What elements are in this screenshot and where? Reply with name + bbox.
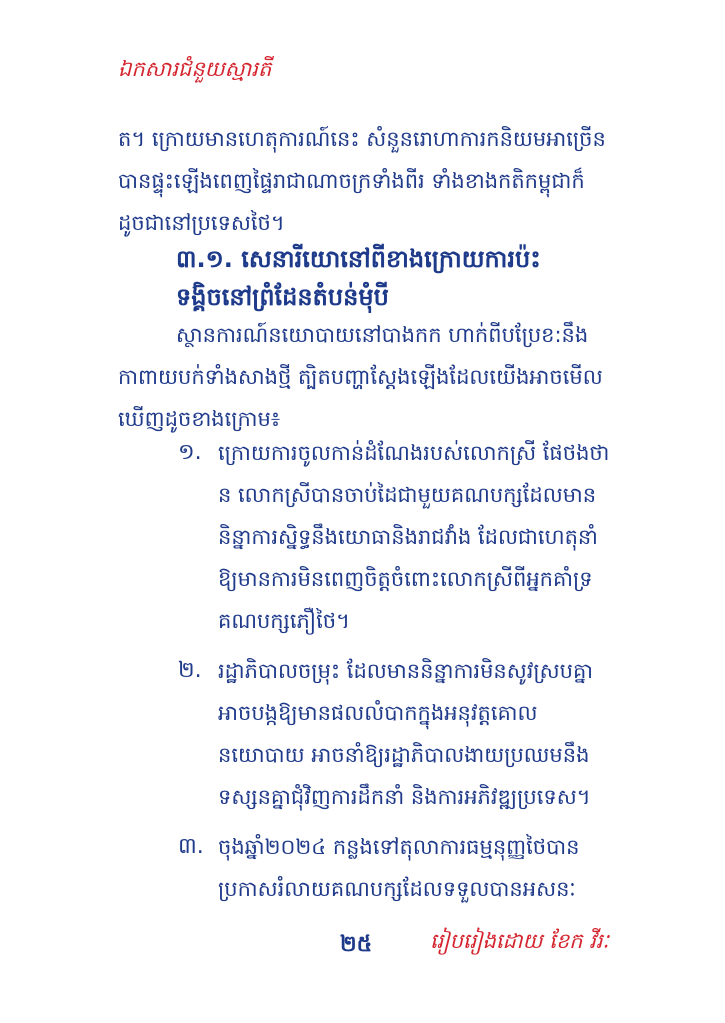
list-item-number: ១.	[178, 440, 202, 465]
list-item-text: ក្រោយការចូលកាន់ដំណែងរបស់លោកស្រី ផែថងថា ន លោកស្រីបានចាប់ដៃជាមួយគណបក្សដែលមាន និន្នាការស្និទ្ធនឹងយោធានិងរាជវាំង ដែលជាហេតុនាំ ឱ្យមានការមិនពេញចិត្តចំពោះលោកស្រីពីអ្នកគាំទ្រ គណបក្សភឿថៃ។	[218, 441, 610, 633]
document-header-title: ឯកសារជំនួយស្មារតី	[118, 57, 272, 81]
list-item-number: ៣.	[178, 834, 204, 859]
section-title-line-2: ទង្គិចនៅព្រំដែនតំបន់មុំបី	[176, 283, 389, 311]
section-title	[176, 240, 606, 316]
author-credit: រៀបរៀងដោយ ខែក វីរៈ	[430, 929, 609, 953]
page-number: ២៥	[340, 932, 373, 957]
section-title-line-1: ៣.១. សេនារីយោនៅពីខាងក្រោយការប៉ះ	[176, 245, 541, 273]
list-item-3	[178, 826, 610, 910]
list-item-text: ចុងឆ្នាំ២០២៤ កន្លងទៅតុលាការធម្មនុញ្ញថៃបាន ប្រកាសរំលាយគណបក្សដែលទទួលបានអសនៈ	[218, 835, 580, 901]
numbered-list	[178, 432, 610, 918]
list-item-2	[178, 650, 610, 818]
list-item-number: ២.	[178, 658, 202, 683]
intro-paragraph: ត។ ក្រោយមានហេតុការណ៍នេះ សំនួនរោហាការកនិយមអាច្រើន បានផ្ទុះឡើងពេញផ្ទៃរាជាណាចក្រទាំងពីរ ទាំងខាងកតិកម្ពុជាក៏ ដូចជានៅប្រទេសថៃ។	[118, 127, 606, 235]
section-body-paragraph: ស្ថានការណ៍នយោបាយនៅបាងកក ហាក់ពីបប្រែខ:នឹង កាពាយបក់ទាំងសាងថ្មី ត្បិតបញ្ហាស្តែងឡើងដែលយើងអាចមើល ឃើញដូចខាងក្រោម៖	[118, 323, 603, 431]
list-item-text: រដ្ឋាភិបាលចម្រុះ ដែលមាននិន្នាការមិនសូវស្របគ្នា អាចបង្កឱ្យមានផលលំបាកក្នុងអនុវត្តគោល នយោបាយ អាចនាំឱ្យរដ្ឋាភិបាលងាយប្រឈមនឹង ទស្សនគ្នាជុំវិញការដឹកនាំ និងការអភិវឌ្ឍប្រទេស។	[218, 659, 593, 809]
list-item-1	[178, 432, 610, 642]
